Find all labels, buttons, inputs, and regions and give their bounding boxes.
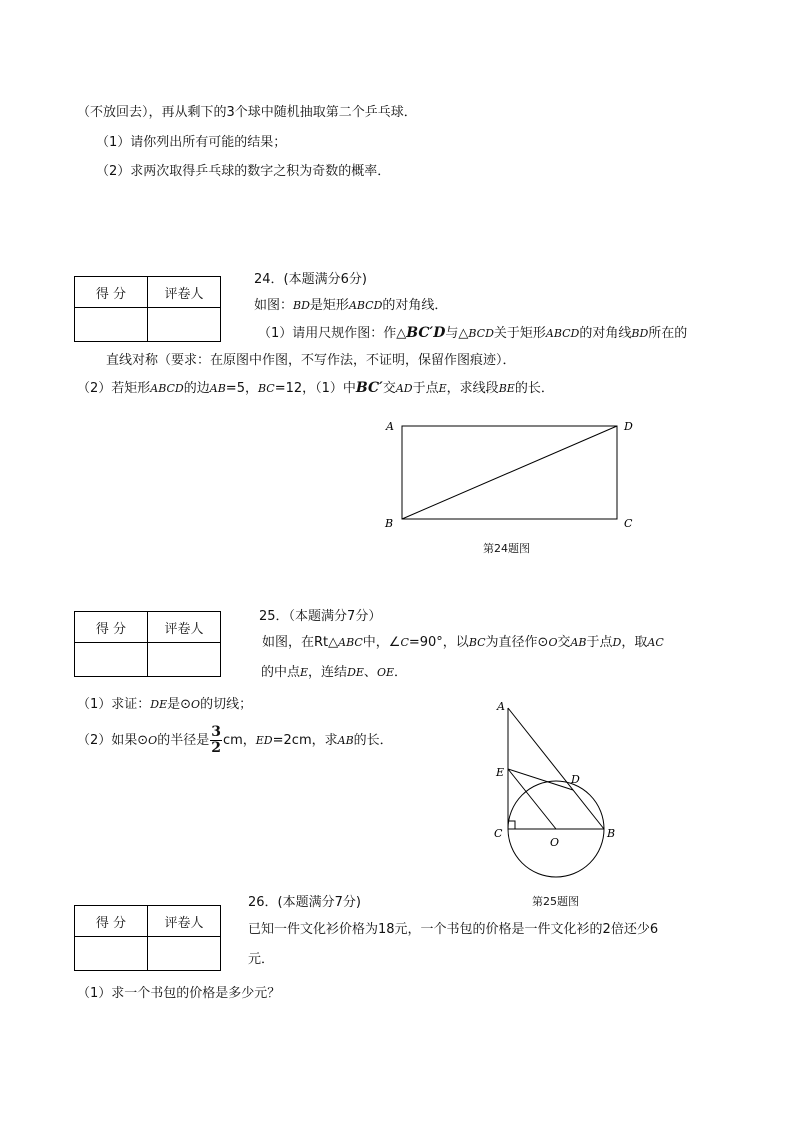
q25-figure [488,698,624,878]
q25-caption: 第25题图 [532,895,579,908]
grader-label: 评卷人 [148,906,221,937]
score-label: 得 分 [75,906,148,937]
grader-label: 评卷人 [148,277,221,308]
q23-intro: （不放回去），再从剩下的3个球中随机抽取第二个乒乓球． [77,105,417,120]
score-cell [75,308,148,342]
label-d: D [624,420,633,433]
grader-cell [148,308,221,342]
score-cell [75,937,148,971]
segment-ab [508,708,604,829]
grader-cell [148,643,221,677]
label-a: A [497,700,505,713]
label-d: D [571,773,580,786]
q26-stem-line2: 元． [248,952,275,967]
fraction-3-over-2: $\frac{3}{2}$ [211,724,221,756]
q24-part2: （2）若矩形ABCD的边AB=5，BC=12，（1）中BC′交AD于点E，求线段BE的长． [77,380,554,396]
label-b: B [607,827,616,840]
q24-part1: （1）请用尺规作图：作△BC′D与△BCD关于矩形ABCD的对角线BD所在的 [258,325,688,341]
grader-cell [148,937,221,971]
grader-label: 评卷人 [148,612,221,643]
score-table-q25 [74,611,221,677]
q24-caption: 第24题图 [483,542,530,555]
q23-part1: （1）请你列出所有可能的结果； [96,135,287,150]
label-c: C [494,827,503,840]
q24-header: 24．(本题满分6分) [254,272,367,287]
q26-header: 26．(本题满分7分) [248,895,361,910]
right-angle-mark [508,821,515,829]
diagonal-bd [402,426,617,519]
segment-ed [508,769,573,790]
label-a: A [386,420,394,433]
q26-stem-line1: 已知一件文化衫价格为18元，一个书包的价格是一件文化衫的2倍还少6 [248,922,659,937]
q25-stem-line1: 如图，在Rt△ABC中，∠C=90°，以BC为直径作⊙O交AB于点D，取AC [262,635,664,650]
label-c: C [624,517,633,530]
q25-stem-line2: 的中点E，连结DE、OE． [261,665,408,680]
segment-eo [508,769,556,829]
q23-part2: （2）求两次取得乒乓球的数字之积为奇数的概率． [96,164,391,179]
q25-part1: （1）求证：DE是⊙O的切线； [77,697,253,712]
q25-header: 25．（本题满分7分） [259,609,382,624]
label-b: B [385,517,394,530]
score-label: 得 分 [75,277,148,308]
q26-part1: （1）求一个书包的价格是多少元？ [77,986,281,1001]
q25-part2: （2）如果⊙O的半径是 $\frac{3}{2}$ cm，ED=2cm，求AB的长． [77,724,393,756]
score-table-q26 [74,905,221,971]
q24-part1-cont: 直线对称（要求：在原图中作图，不写作法，不证明，保留作图痕迹）． [106,353,516,368]
label-e: E [496,766,505,779]
score-table-q24 [74,276,221,342]
score-label: 得 分 [75,612,148,643]
label-o: O [550,836,560,849]
q24-stem: 如图：BD是矩形ABCD的对角线． [254,298,448,313]
score-cell [75,643,148,677]
